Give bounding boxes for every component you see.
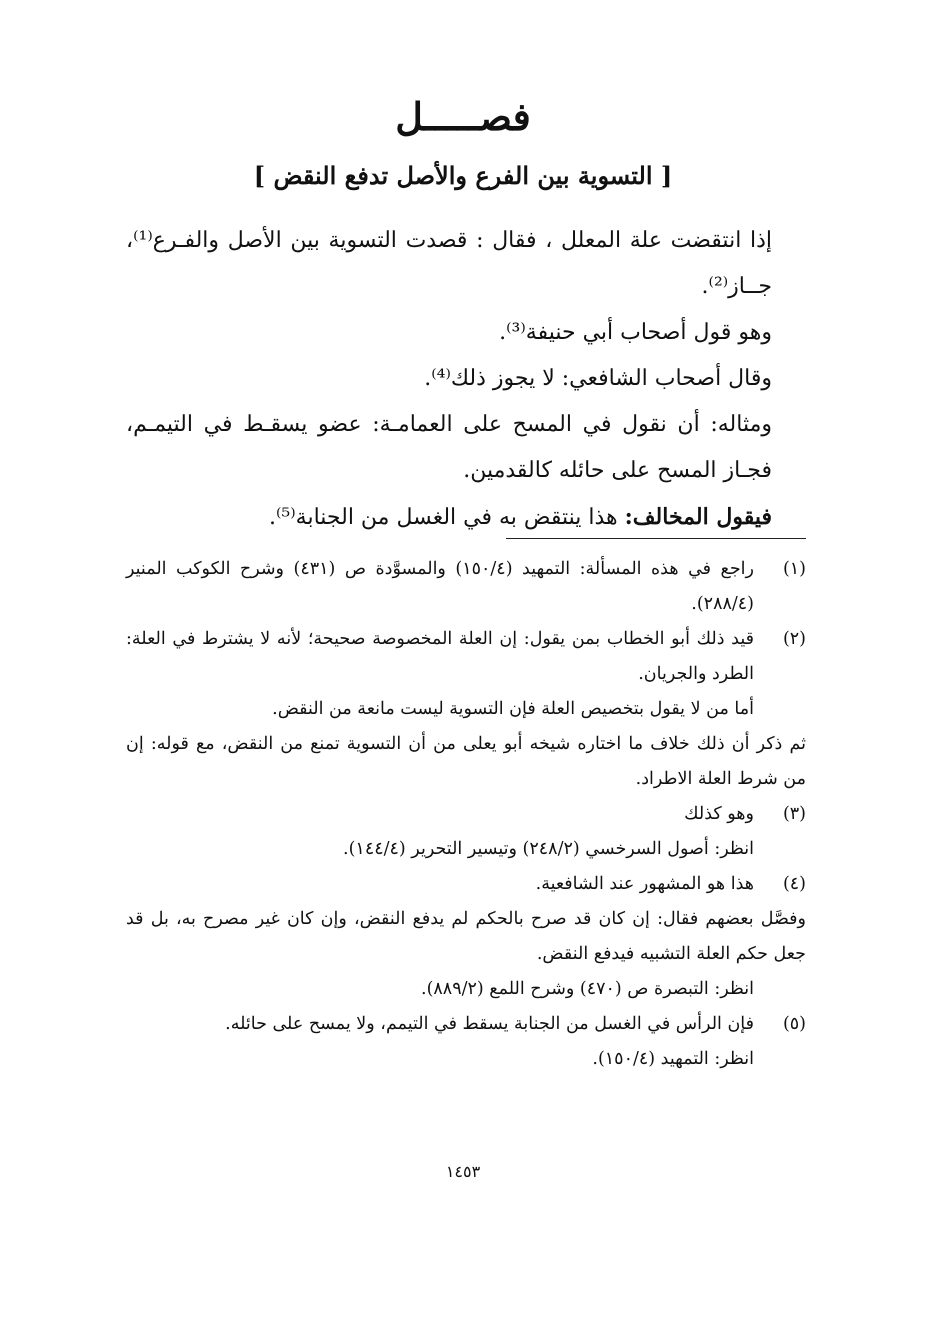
footnote-number: (٤) [782,874,806,894]
section-subtitle: [ التسوية بين الفرع والأصل تدفع النقض ] [253,161,673,190]
footnote-2 [126,622,806,797]
footnote-line: انظر: التبصرة ص (٤٧٠) وشرح اللمع (٨٨٩/٢). [421,979,754,999]
footnote-body [126,797,754,867]
footnote-body [126,552,754,622]
footnote-body [126,867,806,1007]
page-number: ١٤٥٣ [445,1162,481,1181]
footnote-number: (٢) [782,629,806,649]
footnote-number: (٣) [782,804,806,824]
footnotes [126,552,806,1077]
footnote-3 [126,797,806,867]
body-paragraph-3: وقال أصحاب الشافعي: لا يجوز ذلك⁽⁴⁾. [424,366,772,391]
footnote-separator [506,538,806,539]
body-paragraph-5-rest: هذا ينتقض به في الغسل من الجنابة⁽⁵⁾. [269,505,625,530]
body-paragraph-5-lead: فيقول المخالف: [624,504,772,530]
footnote-line: فإن الرأس في الغسل من الجنابة يسقط في التيمم، ولا يمسح على حائله. [225,1014,754,1034]
footnote-5 [126,1007,806,1077]
footnote-body [126,1007,754,1077]
footnote-line: قيد ذلك أبو الخطاب بمن يقول: إن العلة المخصوصة صحيحة؛ لأنه لا يشترط في العلة: الطرد والجريان. [126,629,754,684]
footnote-line: وهو كذلك [684,804,754,824]
footnote-number: (٥) [782,1014,806,1034]
footnote-line: وفصَّل بعضهم فقال: إن كان قد صرح بالحكم لم يدفع النقض، وإن كان غير مصرح به، بل قد جعل حكم العلة التشبيه فيدفع النقض. [126,909,806,964]
footnote-number: (١) [782,559,806,579]
footnote-line: ثم ذكر أن ذلك خلاف ما اختاره شيخه أبو يعلى من أن التسوية تمنع من النقض، مع قوله: إن من شرط العلة الاطراد. [126,734,806,789]
footnote-line: أما من لا يقول بتخصيص العلة فإن التسوية ليست مانعة من النقض. [272,699,754,719]
footnote-1 [126,552,806,622]
footnote-body [126,622,806,797]
footnote-line: انظر: أصول السرخسي (٢٤٨/٢) وتيسير التحرير (١٤٤/٤). [343,839,754,859]
main-text [126,218,806,541]
body-paragraph-4: ومثاله: أن نقول في المسح على العمامـة: عضو يسقـط في التيمـم، فجـاز المسح على حائله كالقدمين. [126,412,772,483]
footnote-line: انظر: التمهيد (١٥٠/٤). [592,1049,754,1069]
footnote-line: راجع في هذه المسألة: التمهيد (١٥٠/٤) والمسوَّدة ص (٤٣١) وشرح الكوكب المنير (٢٨٨/٤). [126,559,754,614]
body-paragraph-1: إذا انتقضت علة المعلل ، فقال : قصدت التسوية بين الأصل والفـرع⁽¹⁾، جــاز⁽²⁾. [126,228,772,299]
chapter-title: فصـــــل [395,94,531,139]
footnote-4 [126,867,806,1007]
body-paragraph-2: وهو قول أصحاب أبي حنيفة⁽³⁾. [499,320,772,345]
body-paragraph-5 [126,494,806,541]
footnote-line: هذا هو المشهور عند الشافعية. [535,874,754,894]
